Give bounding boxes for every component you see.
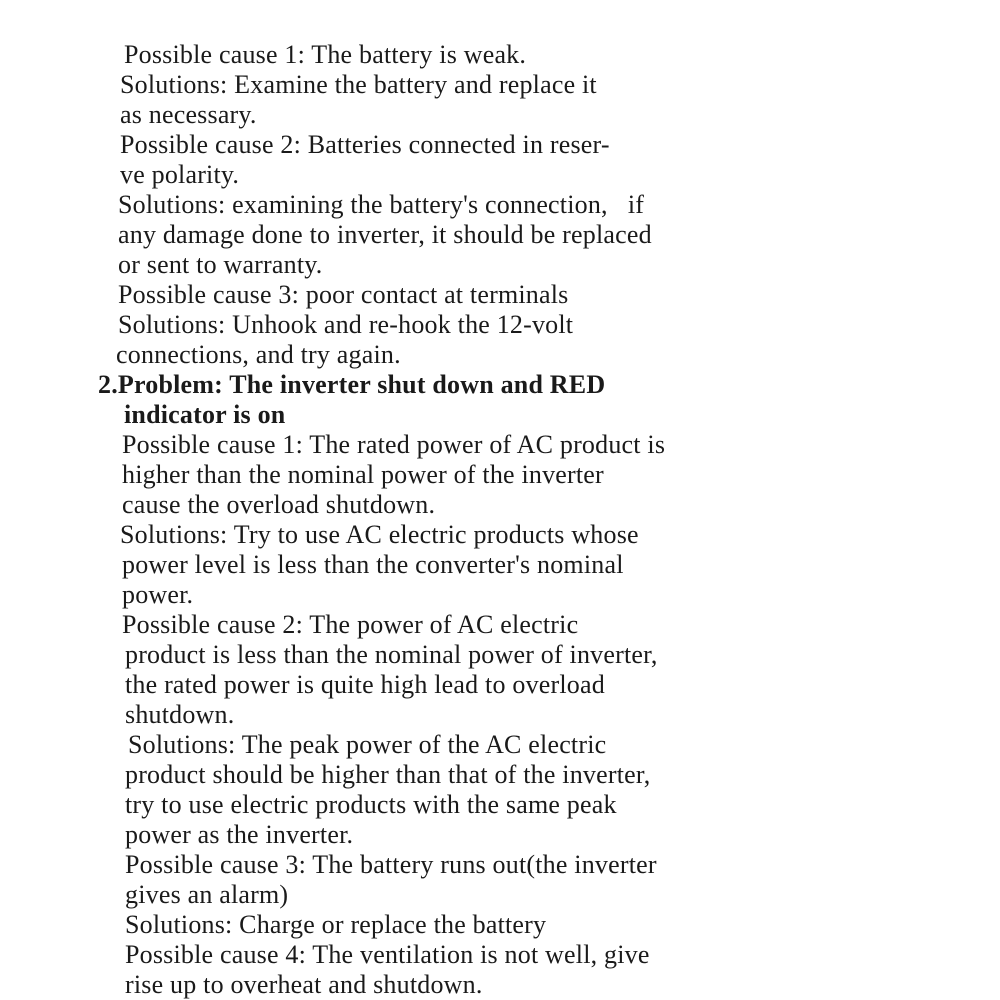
text-line: Solutions: examining the battery's connection, if: [118, 190, 645, 219]
text-line: connections, and try again.: [116, 340, 401, 369]
text-line: cause the overload shutdown.: [122, 490, 436, 519]
text-line: Solutions: Charge or replace the battery: [125, 910, 547, 939]
text-line: gives an alarm): [125, 880, 289, 909]
text-line: Possible cause 1: The battery is weak.: [124, 40, 527, 69]
text-line: Solutions: Try to use AC electric products whose: [120, 520, 639, 549]
text-line: Possible cause 2: The power of AC electric: [122, 610, 579, 639]
text-line: higher than the nominal power of the inverter: [122, 460, 604, 489]
text-line: power as the inverter.: [125, 820, 354, 849]
problem-heading-continued: indicator is on: [124, 400, 286, 429]
text-line: ve polarity.: [120, 160, 240, 189]
problem-heading: 2.Problem: The inverter shut down and RED: [98, 370, 606, 399]
text-line: Possible cause 2: Batteries connected in reser-: [120, 130, 610, 159]
text-line: the rated power is quite high lead to overload: [125, 670, 605, 699]
text-line: any damage done to inverter, it should be replaced: [118, 220, 652, 249]
text-line: Possible cause 1: The rated power of AC product is: [122, 430, 666, 459]
text-line: Possible cause 3: The battery runs out(the inverter: [125, 850, 657, 879]
text-line: or sent to warranty.: [118, 250, 323, 279]
text-line: Solutions: The peak power of the AC electric: [128, 730, 607, 759]
text-line: power level is less than the converter's nominal: [122, 550, 624, 579]
text-line: shutdown.: [125, 700, 235, 729]
text-line: Solutions: Unhook and re-hook the 12-volt: [118, 310, 574, 339]
text-line: rise up to overheat and shutdown.: [125, 970, 483, 999]
text-line: try to use electric products with the same peak: [125, 790, 617, 819]
text-line: Possible cause 4: The ventilation is not well, give: [125, 940, 650, 969]
text-line: as necessary.: [120, 100, 257, 129]
text-line: Solutions: Examine the battery and replace it: [120, 70, 597, 99]
text-line: Possible cause 3: poor contact at terminals: [118, 280, 569, 309]
text-line: power.: [122, 580, 194, 609]
text-line: product is less than the nominal power of inverter,: [125, 640, 658, 669]
text-line: product should be higher than that of the inverter,: [125, 760, 651, 789]
